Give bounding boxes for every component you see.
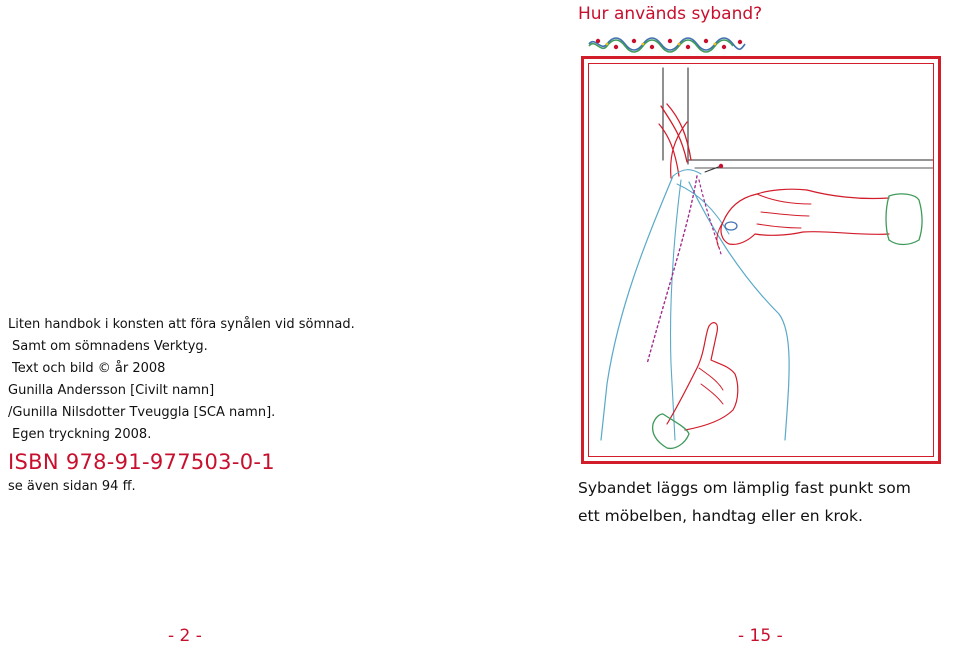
- caption-line-1: Sybandet läggs om lämplig fast punkt som: [578, 479, 911, 497]
- page-title: Hur används syband?: [578, 4, 763, 24]
- credits-block: [8, 314, 468, 498]
- author-civil-name: Gunilla Andersson [Civilt namn]: [8, 383, 215, 398]
- illustration-frame: [581, 56, 941, 464]
- print-note: Egen tryckning 2008.: [12, 427, 152, 442]
- author-sca-name: /Gunilla Nilsdotter Tveuggla [SCA namn].: [8, 405, 276, 420]
- isbn: ISBN 978-91-977503-0-1: [8, 450, 275, 474]
- page-number-left: - 2 -: [168, 626, 202, 646]
- decorative-border-ornament: [587, 35, 747, 53]
- illustration-caption: [578, 474, 958, 530]
- caption-line-2: ett möbelben, handtag eller en krok.: [578, 507, 863, 525]
- illustration: [588, 63, 934, 457]
- see-also: se även sidan 94 ff.: [8, 479, 136, 494]
- page-number-right: - 15 -: [738, 626, 783, 646]
- book-subtitle-2: Samt om sömnadens Verktyg.: [12, 339, 208, 354]
- right-page: [480, 0, 960, 650]
- sewing-band-illustration: [589, 64, 934, 457]
- copyright-line: Text och bild © år 2008: [12, 361, 166, 376]
- book-subtitle: Liten handbok i konsten att föra synålen vid sömnad.: [8, 317, 355, 332]
